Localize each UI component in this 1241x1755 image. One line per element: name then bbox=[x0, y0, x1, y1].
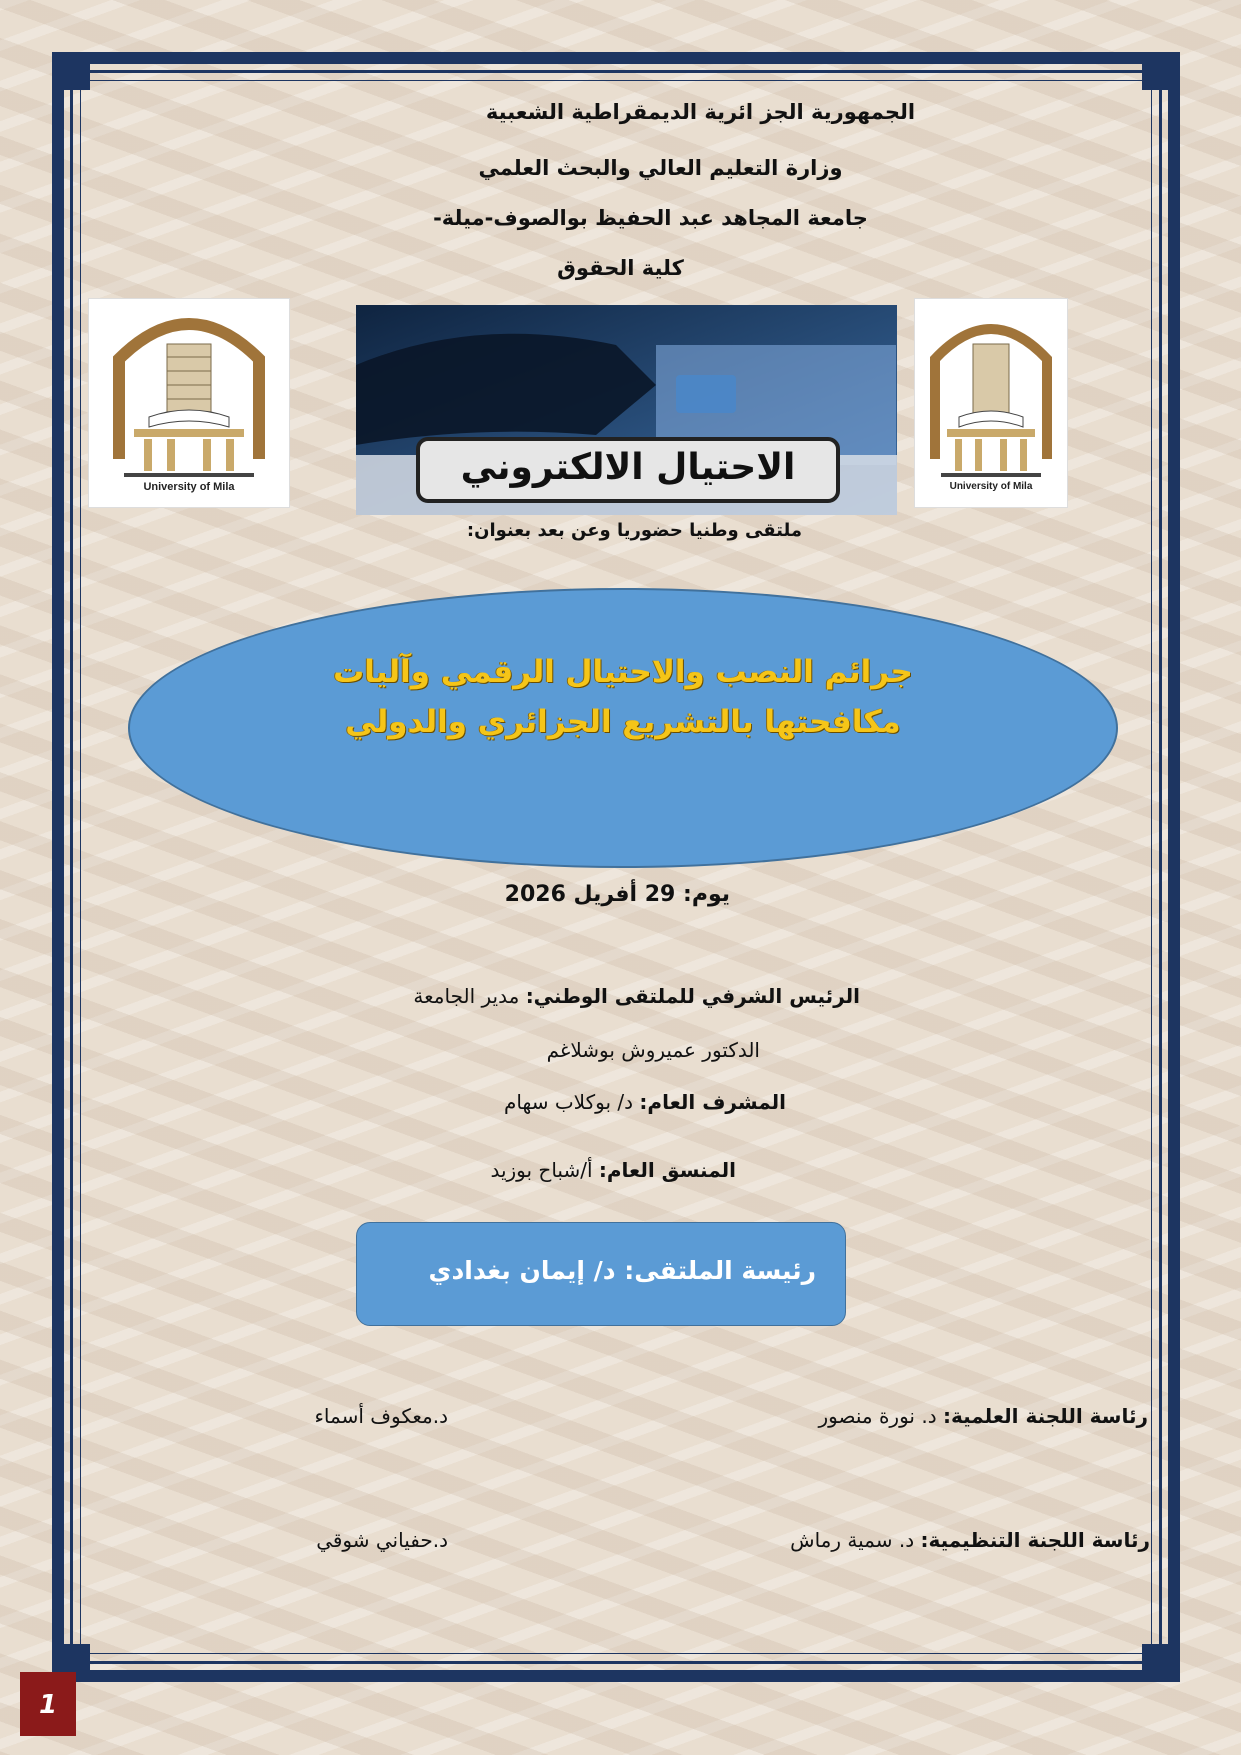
general-supervisor bbox=[300, 1090, 786, 1114]
university-emblem-icon bbox=[915, 299, 1067, 507]
scientific-label: رئاسة اللجنة العلمية: bbox=[942, 1404, 1148, 1428]
supervisor-label: المشرف العام: bbox=[639, 1090, 786, 1114]
university-logo-right bbox=[914, 298, 1068, 508]
page-number: 1 bbox=[38, 1690, 58, 1720]
coordinator-label: المنسق العام: bbox=[598, 1158, 736, 1182]
scientific-committee bbox=[600, 1404, 1148, 1428]
conference-president: رئيسة الملتقى: د/ إيمان بغدادي bbox=[428, 1256, 816, 1285]
scientific-member: د.معكوف أسماء bbox=[314, 1404, 448, 1428]
university-logo-left bbox=[88, 298, 290, 508]
page-number-underline bbox=[20, 1732, 76, 1734]
header-university: جامعة المجاهد عبد الحفيظ بوالصوف-ميلة- bbox=[433, 206, 868, 230]
coordinator-value: أ/شباح بوزيد bbox=[490, 1158, 593, 1182]
banner-label: الاحتيال الالكتروني bbox=[460, 447, 796, 488]
general-coordinator bbox=[300, 1158, 736, 1182]
honorary-president bbox=[300, 984, 860, 1008]
organizing-value: د. سمية رماش bbox=[790, 1528, 915, 1552]
supervisor-value: د/ بوكلاب سهام bbox=[504, 1090, 634, 1114]
organizing-member: د.حفياني شوقي bbox=[316, 1528, 448, 1552]
honorary-label: الرئيس الشرفي للملتقى الوطني: bbox=[525, 984, 860, 1008]
header-faculty: كلية الحقوق bbox=[557, 256, 684, 280]
fraud-banner-image bbox=[356, 305, 897, 515]
logo-caption: University of Mila bbox=[143, 481, 235, 493]
border-corner bbox=[1142, 1644, 1180, 1682]
header-republic: الجمهورية الجز ائرية الديمقراطية الشعبية bbox=[485, 100, 916, 124]
honorary-name: الدكتور عميروش بوشلاغم bbox=[546, 1038, 760, 1062]
university-emblem-icon bbox=[89, 299, 289, 507]
logo-caption: University of Mila bbox=[949, 481, 1033, 492]
organizing-label: رئاسة اللجنة التنظيمية: bbox=[920, 1528, 1150, 1552]
border-corner bbox=[1142, 52, 1180, 90]
title-line-2: مكافحتها بالتشريع الجزائري والدولي bbox=[345, 704, 901, 740]
intro-text: ملتقى وطنيا حضوريا وعن بعد بعنوان: bbox=[466, 520, 802, 541]
event-date: يوم: 29 أفريل 2026 bbox=[504, 882, 730, 907]
scientific-value: د. نورة منصور bbox=[818, 1404, 937, 1428]
title-line-1: جرائم النصب والاحتيال الرقمي وآليات bbox=[333, 654, 913, 690]
header-ministry: وزارة التعليم العالي والبحث العلمي bbox=[478, 156, 843, 180]
organizing-committee bbox=[600, 1528, 1150, 1552]
honorary-value: مدير الجامعة bbox=[413, 984, 520, 1008]
border-corner bbox=[52, 52, 90, 90]
